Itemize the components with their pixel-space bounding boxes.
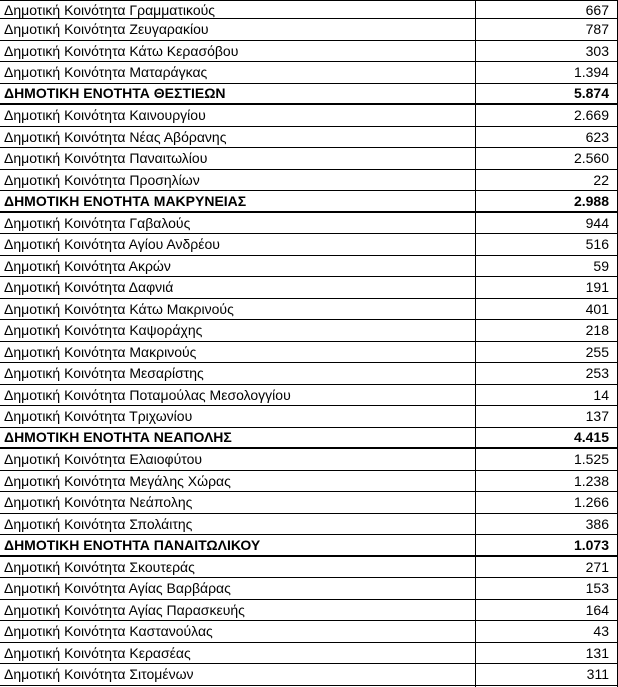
area-name: ΔΗΜΟΤΙΚΗ ΕΝΟΤΗΤΑ ΘΕΣΤΙΕΩΝ xyxy=(0,84,476,104)
population-value: 1.073 xyxy=(573,536,609,553)
area-name: Δημοτική Κοινότητα Κάτω Μακρινούς xyxy=(0,299,476,320)
population-value: 137 xyxy=(585,408,609,425)
population-value: 4.415 xyxy=(573,429,609,446)
area-name: Δημοτική Κοινότητα Ελαιοφύτου xyxy=(0,449,476,470)
population-value: 271 xyxy=(585,558,609,575)
community-row xyxy=(0,578,617,600)
area-name: Δημοτική Κοινότητα Δαφνιά xyxy=(0,277,476,298)
population-value: 253 xyxy=(585,365,609,382)
community-row xyxy=(0,514,617,536)
population-value: 787 xyxy=(585,21,609,38)
population-value: 303 xyxy=(585,42,609,59)
population-value: 59 xyxy=(593,257,609,274)
community-row xyxy=(0,170,617,192)
community-row xyxy=(0,664,617,686)
community-row xyxy=(0,213,617,235)
population-value: 14 xyxy=(593,386,609,403)
community-row xyxy=(0,449,617,471)
community-row xyxy=(0,234,617,256)
area-name: Δημοτική Κοινότητα Ζευγαρακίου xyxy=(0,19,476,40)
area-name: Δημοτική Κοινότητα Νεάπολης xyxy=(0,492,476,513)
community-row xyxy=(0,320,617,342)
area-name: Δημοτική Κοινότητα Γαβαλούς xyxy=(0,213,476,234)
community-row xyxy=(0,492,617,514)
area-name: Δημοτική Κοινότητα Νέας Αβόρανης xyxy=(0,127,476,148)
area-name: Δημοτική Κοινότητα Προσηλίων xyxy=(0,170,476,191)
population-value: 131 xyxy=(585,644,609,661)
area-name: Δημοτική Κοινότητα Αγίας Παρασκευής xyxy=(0,600,476,621)
population-value: 667 xyxy=(585,1,609,18)
community-row xyxy=(0,299,617,321)
community-row xyxy=(0,643,617,665)
community-row xyxy=(0,19,617,41)
population-value: 1.394 xyxy=(573,64,609,81)
area-name: Δημοτική Κοινότητα Ποταμούλας Μεσολογγίου xyxy=(0,385,476,406)
population-value: 386 xyxy=(585,515,609,532)
area-name: Δημοτική Κοινότητα Παναιτωλίου xyxy=(0,148,476,169)
community-row xyxy=(0,600,617,622)
population-value: 43 xyxy=(593,623,609,640)
population-value: 2.669 xyxy=(573,107,609,124)
population-value: 401 xyxy=(585,300,609,317)
area-name: Δημοτική Κοινότητα Καψοράχης xyxy=(0,320,476,341)
community-row xyxy=(0,127,617,149)
area-name: Δημοτική Κοινότητα Καινουργίου xyxy=(0,105,476,126)
area-name: Δημοτική Κοινότητα Σκουτεράς xyxy=(0,557,476,578)
area-name: Δημοτική Κοινότητα Τριχωνίου xyxy=(0,406,476,427)
population-value: 191 xyxy=(585,279,609,296)
community-row xyxy=(0,105,617,127)
population-value: 311 xyxy=(586,666,609,683)
area-name: Δημοτική Κοινότητα Καστανούλας xyxy=(0,621,476,642)
community-row xyxy=(0,62,617,84)
population-value: 218 xyxy=(585,322,609,339)
population-value: 5.874 xyxy=(573,85,609,102)
community-row xyxy=(0,41,617,63)
community-row xyxy=(0,342,617,364)
area-name: ΔΗΜΟΤΙΚΗ ΕΝΟΤΗΤΑ ΜΑΚΡΥΝΕΙΑΣ xyxy=(0,191,476,211)
area-name: Δημοτική Κοινότητα Γραμματικούς xyxy=(0,1,476,18)
community-row xyxy=(0,363,617,385)
population-value: 1.238 xyxy=(573,472,609,489)
population-value: 944 xyxy=(585,214,609,231)
community-row xyxy=(0,557,617,579)
community-row xyxy=(0,406,617,428)
area-name: Δημοτική Κοινότητα Ακρών xyxy=(0,256,476,277)
population-value: 2.560 xyxy=(573,150,609,167)
community-row xyxy=(0,148,617,170)
community-row xyxy=(0,277,617,299)
area-name: Δημοτική Κοινότητα Σιτομένων xyxy=(0,664,476,685)
community-row xyxy=(0,256,617,278)
municipal-unit-row xyxy=(0,191,617,213)
population-value: 164 xyxy=(585,601,609,618)
community-row xyxy=(0,621,617,643)
population-value: 153 xyxy=(585,580,609,597)
area-name: Δημοτική Κοινότητα Κερασέας xyxy=(0,643,476,664)
municipal-unit-row xyxy=(0,535,617,557)
municipal-unit-row xyxy=(0,84,617,106)
community-row xyxy=(0,385,617,407)
population-value: 2.988 xyxy=(573,192,609,209)
community-row xyxy=(0,1,617,19)
population-value: 516 xyxy=(585,236,609,253)
area-name: Δημοτική Κοινότητα Μεγάλης Χώρας xyxy=(0,471,476,492)
municipal-unit-row xyxy=(0,428,617,450)
population-value: 1.266 xyxy=(573,494,609,511)
community-row xyxy=(0,471,617,493)
area-name: Δημοτική Κοινότητα Αγίας Βαρβάρας xyxy=(0,578,476,599)
area-name: ΔΗΜΟΤΙΚΗ ΕΝΟΤΗΤΑ ΠΑΝΑΙΤΩΛΙΚΟΥ xyxy=(0,535,476,555)
population-value: 255 xyxy=(585,343,609,360)
area-name: ΔΗΜΟΤΙΚΗ ΕΝΟΤΗΤΑ ΝΕΑΠΟΛΗΣ xyxy=(0,428,476,448)
area-name: Δημοτική Κοινότητα Μεσαρίστης xyxy=(0,363,476,384)
population-value: 623 xyxy=(585,128,609,145)
population-value: 1.525 xyxy=(573,451,609,468)
area-name: Δημοτική Κοινότητα Σπολάιτης xyxy=(0,514,476,535)
area-name: Δημοτική Κοινότητα Μακρινούς xyxy=(0,342,476,363)
area-name: Δημοτική Κοινότητα Αγίου Ανδρέου xyxy=(0,234,476,255)
area-name: Δημοτική Κοινότητα Ματαράγκας xyxy=(0,62,476,83)
area-name: Δημοτική Κοινότητα Κάτω Κερασόβου xyxy=(0,41,476,62)
population-value: 22 xyxy=(593,171,609,188)
